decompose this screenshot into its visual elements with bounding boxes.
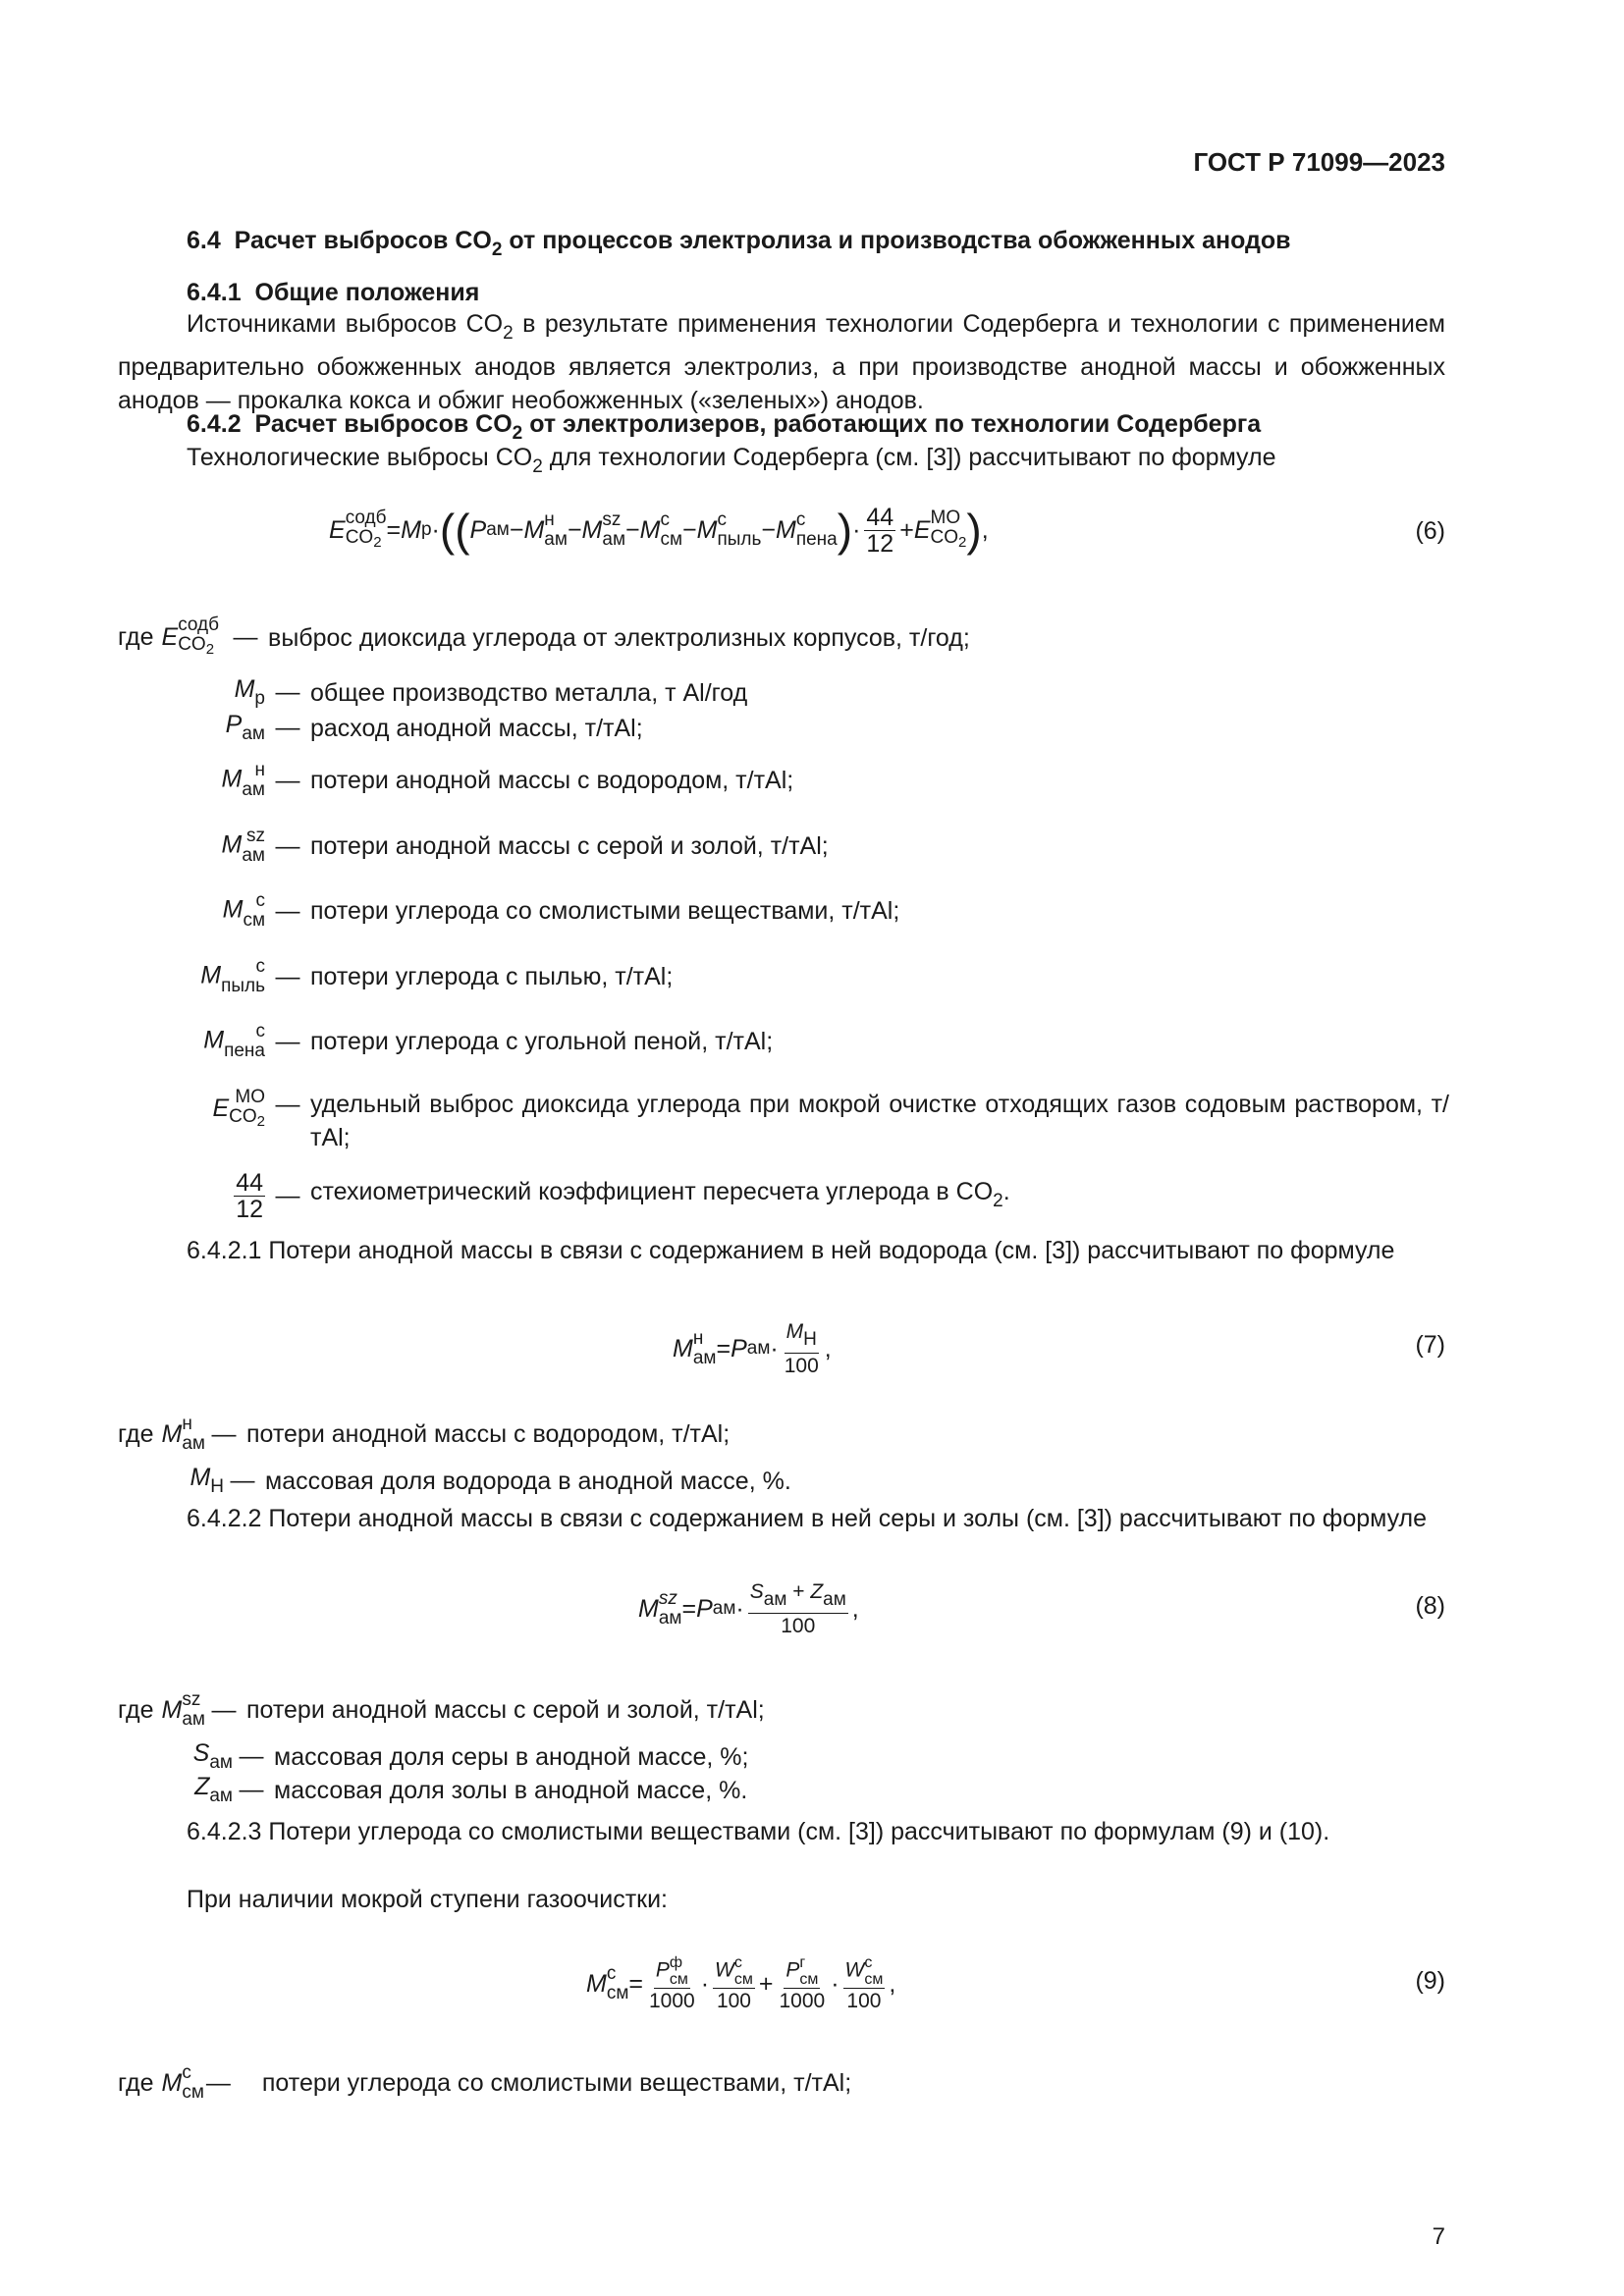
section-6-4-1-heading: 6.4.1 Общие положения: [187, 279, 480, 306]
legend-7-item-2: $M_Н$ — массовая доля водорода в анодной массе, %.: [189, 1464, 791, 1497]
legend-6-item-5: M sz ам — потери анодной массы с серой и золой, т/тAl;: [221, 826, 829, 866]
section-6-4-2-heading: 6.4.2 Расчет выбросов $CO_2$ от электролизеров, работающих по технологии Содерберга: [187, 410, 1262, 444]
legend-6-item-10: $\frac{44}{12}$ — стехиометрический коэффициент пересчета углерода в $CO_2$.: [236, 1169, 1010, 1223]
legend-8-item-1: где M sz ам — потери анодной массы с серой и золой, т/тAl;: [118, 1689, 765, 1730]
legend-6-item-1: где E содб $CO_2$ — выброс диоксида углерода от электролизных корпусов, т/год;: [118, 614, 970, 658]
formula-8: M sz ам = P ам · $\frac{\text{Sам + Zам}}{100}$ ,: [638, 1579, 859, 1637]
legend-8-item-2: $S_{ам}$ — массовая доля серы в анодной массе, %;: [192, 1739, 749, 1773]
legend-6-item-2: $M_р$ — общее производство металла, т Al/год: [234, 675, 748, 709]
section-6-4-2-text: Технологические выбросы $CO_2$ для технологии Содерберга (см. [3]) рассчитывают по формуле: [187, 444, 1276, 477]
standard-designation: ГОСТ Р 71099—2023: [1193, 147, 1445, 177]
legend-6-item-6: M с см — потери углерода со смолистыми веществами, т/тAl;: [222, 890, 900, 931]
legend-6-item-7: M с пыль — потери углерода с пылью, т/тAl;: [200, 956, 674, 996]
section-6-4-1-text: Источниками выбросов $CO_2$ в результате применения технологии Содерберга и технологии с применением предварительно обожженных анодов является электролиз, а при производстве анодной массы и обожженных анодов — прокалка кокса и обжиг необожженных («зеленых») анодов.: [118, 310, 1445, 414]
formula-6-number: (6): [1415, 517, 1445, 545]
legend-9-item-1: где M с см — потери углерода со смолистыми веществами, т/тAl;: [118, 2062, 852, 2103]
paragraph-6-4-2-1: 6.4.2.1 Потери анодной массы в связи с содержанием в ней водорода (см. [3]) рассчитывают по формуле: [187, 1237, 1395, 1264]
formula-8-number: (8): [1415, 1592, 1445, 1620]
page-number: 7: [1432, 2223, 1445, 2250]
formula-7-number: (7): [1415, 1331, 1445, 1359]
legend-6-item-8: M с пена — потери углерода с угольной пеной, т/тAl;: [203, 1021, 774, 1061]
formula-9: M с см = P ф см 1000 · W с см 100 + P г см 1000 · W с см 100 ,: [586, 1953, 896, 2012]
formula-6: E содб $CO_2$ = M р · ( ( P ам − M н ам − M sz ам − M с см − M с пыль − M с пена ) · $\frac{44}{12}$ + E МО $CO_2$ ) ,: [329, 503, 989, 558]
paragraph-wet-cleaning: При наличии мокрой ступени газоочистки:: [187, 1886, 669, 1913]
paragraph-6-4-2-2: 6.4.2.2 Потери анодной массы в связи с содержанием в ней серы и золы (см. [3]) рассчитывают по формуле: [187, 1505, 1428, 1532]
legend-8-item-3: $Z_{ам}$ — массовая доля золы в анодной массе, %.: [194, 1773, 748, 1806]
section-6-4-heading: 6.4 Расчет выбросов $CO_2$ от процессов электролиза и производства обожженных анодов: [187, 227, 1291, 260]
legend-6-item-3: $P_{ам}$ — расход анодной массы, т/тAl;: [225, 711, 643, 744]
formula-9-number: (9): [1415, 1967, 1445, 1995]
formula-7: M н ам = P ам · $\frac{MН}{100}$ ,: [673, 1319, 832, 1377]
paragraph-6-4-2-3: 6.4.2.3 Потери углерода со смолистыми веществами (см. [3]) рассчитывают по формулам (9) и (10).: [187, 1818, 1330, 1845]
legend-6-item-9: E МО $CO_2$ — удельный выброс диоксида углерода при мокрой очистке отходящих газов содовым раствором, т/тAl;: [212, 1087, 1449, 1151]
legend-7-item-1: где M н ам — потери анодной массы с водородом, т/тAl;: [118, 1414, 731, 1454]
legend-6-item-4: M н ам — потери анодной массы с водородом, т/тAl;: [221, 760, 794, 800]
